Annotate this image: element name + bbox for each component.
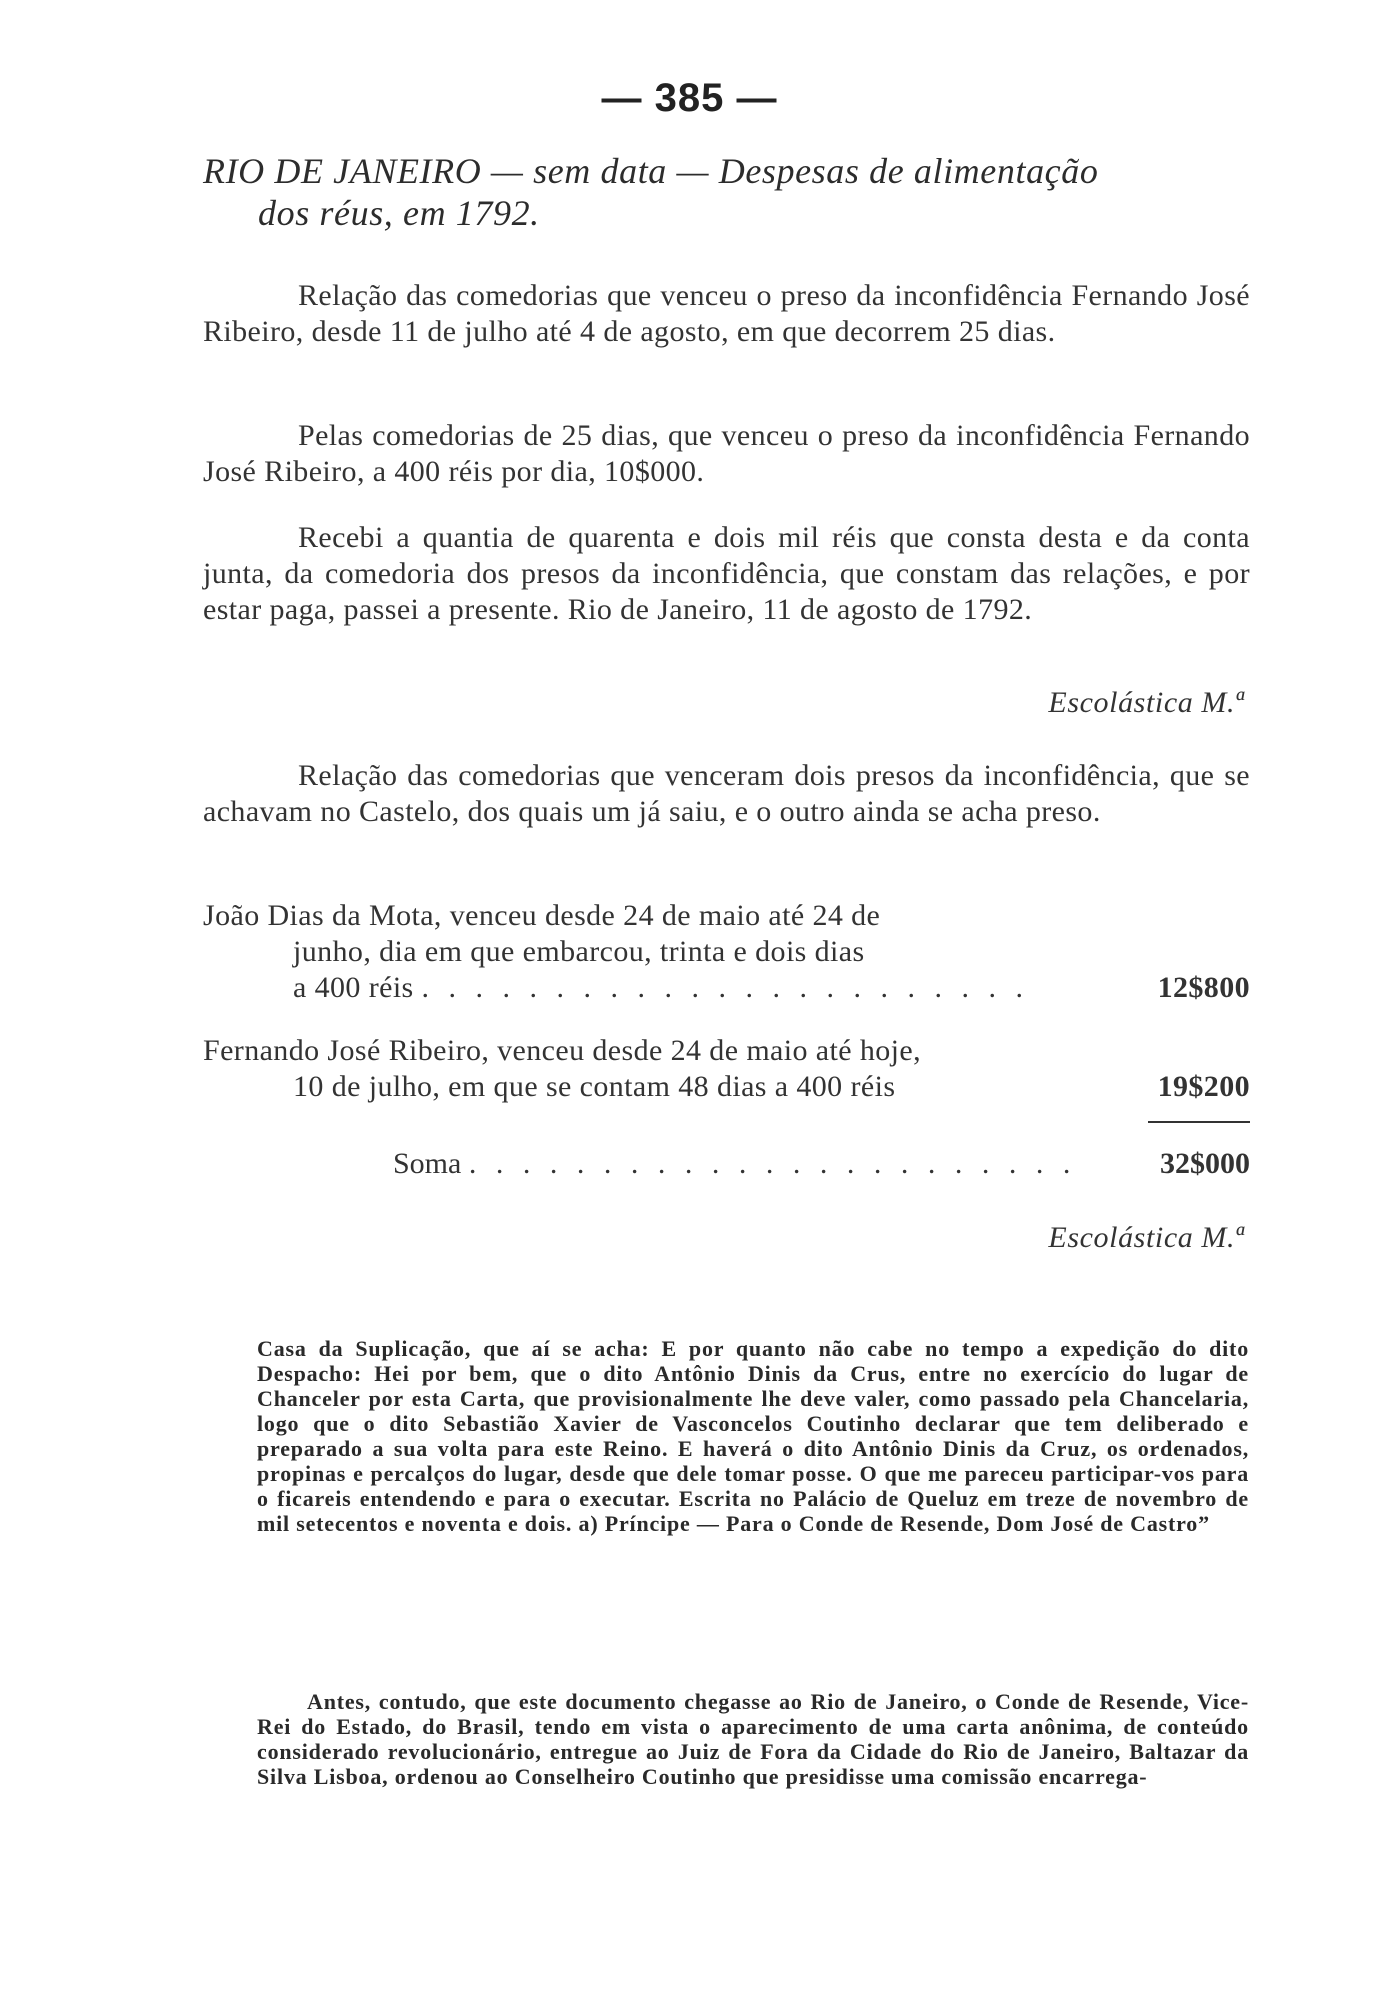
paragraph-block-4 bbox=[203, 758, 1250, 830]
entry-fernando bbox=[203, 1033, 1250, 1105]
paragraph-block-2 bbox=[203, 418, 1250, 490]
entry-1-line-1: João Dias da Mota, venceu desde 24 de maio até 24 de bbox=[203, 899, 881, 932]
document-heading bbox=[203, 150, 1263, 234]
entry-2-line-1: Fernando José Ribeiro, venceu desde 24 de maio até hoje, bbox=[203, 1034, 922, 1067]
signature-1: Escolástica M.ª bbox=[1048, 686, 1244, 719]
footnote-paragraph-1: Casa da Suplicação, que aí se acha: E por quanto não cabe no tempo a expedição do dito Despacho: Hei por bem, que o dito Antônio Dinis da Crus, entre no exercício do lugar de Chanceler por esta Carta, que provisionalmente lhe deve valer, como passado pela Chancelaria, logo que o dito Sebastião Xavier de Vasconcelos Coutinho declarar que tem deliberado e preparado a sua volta para este Reino. E haverá o dito Antônio Dinis da Cruz, os ordenados, propinas e percalços do lugar, desde que dele tomar posse. O que me pareceu participar-vos para o ficareis entendendo e para o executar. Escrita no Palácio de Queluz em treze de novembro de mil setecentos e noventa e dois. a) Príncipe — Para o Conde de Resende, Dom José de Castro” bbox=[257, 1336, 1249, 1536]
sum-divider bbox=[1148, 1121, 1250, 1123]
sum-amount: 32$000 bbox=[1160, 1147, 1250, 1180]
footnote-paragraph-2: Antes, contudo, que este documento chegasse ao Rio de Janeiro, o Conde de Resende, Vice-Rei do Estado, do Brasil, tendo em vista o aparecimento de uma carta anônima, de conteúdo considerado revolucionário, entregue ao Juiz de Fora da Cidade do Rio de Janeiro, Baltazar da Silva Lisboa, ordenou ao Conselheiro Coutinho que presidisse uma comissão encarrega- bbox=[257, 1689, 1249, 1789]
paragraph-pelas-comedorias: Pelas comedorias de 25 dias, que venceu o preso da inconfidência Fernando José Ribeiro, a 400 réis por dia, 10$000. bbox=[203, 419, 1250, 488]
heading-line-2: dos réus, em 1792. bbox=[258, 193, 540, 233]
page-number: — 385 — bbox=[601, 76, 778, 120]
entry-1-dots: . . . . . . . . . . . . . . . . . . . . . . . bbox=[421, 971, 1030, 1004]
entry-1-amount: 12$800 bbox=[1157, 971, 1250, 1004]
entry-1-line-3-row bbox=[203, 970, 1250, 1006]
sum-dots: . . . . . . . . . . . . . . . . . . . . . . . bbox=[468, 1147, 1077, 1180]
paragraph-recibo: Recebi a quantia de quarenta e dois mil réis que consta desta e da conta junta, da comedoria dos presos da inconfidência, que constam das relações, e por estar paga, passei a presente. Rio de Janeiro, 11 de agosto de 1792. bbox=[203, 521, 1250, 626]
entry-1-line-3: a 400 réis bbox=[293, 971, 414, 1004]
entry-2-line-2-row bbox=[203, 1069, 1250, 1105]
entry-1-line-2: junho, dia em que embarcou, trinta e dois dias bbox=[293, 935, 865, 968]
entry-2-line-2: 10 de julho, em que se contam 48 dias a 400 réis bbox=[293, 1070, 896, 1103]
heading-line-1: RIO DE JANEIRO — sem data — Despesas de alimentação bbox=[203, 151, 1099, 191]
entry-2-amount: 19$200 bbox=[1157, 1070, 1250, 1103]
sum-row bbox=[393, 1146, 1250, 1182]
entry-joao-dias bbox=[203, 898, 1250, 1006]
paragraph-block-3 bbox=[203, 520, 1250, 628]
paragraph-block-1 bbox=[203, 278, 1250, 350]
sum-label: Soma bbox=[393, 1147, 462, 1180]
signature-2: Escolástica M.ª bbox=[1048, 1221, 1244, 1254]
paragraph-relacao-1: Relação das comedorias que venceu o preso da inconfidência Fernando José Ribeiro, desde 11 de julho até 4 de agosto, em que decorrem 25 dias. bbox=[203, 279, 1250, 348]
paragraph-relacao-2: Relação das comedorias que venceram dois presos da inconfidência, que se achavam no Castelo, dos quais um já saiu, e o outro ainda se acha preso. bbox=[203, 759, 1250, 828]
